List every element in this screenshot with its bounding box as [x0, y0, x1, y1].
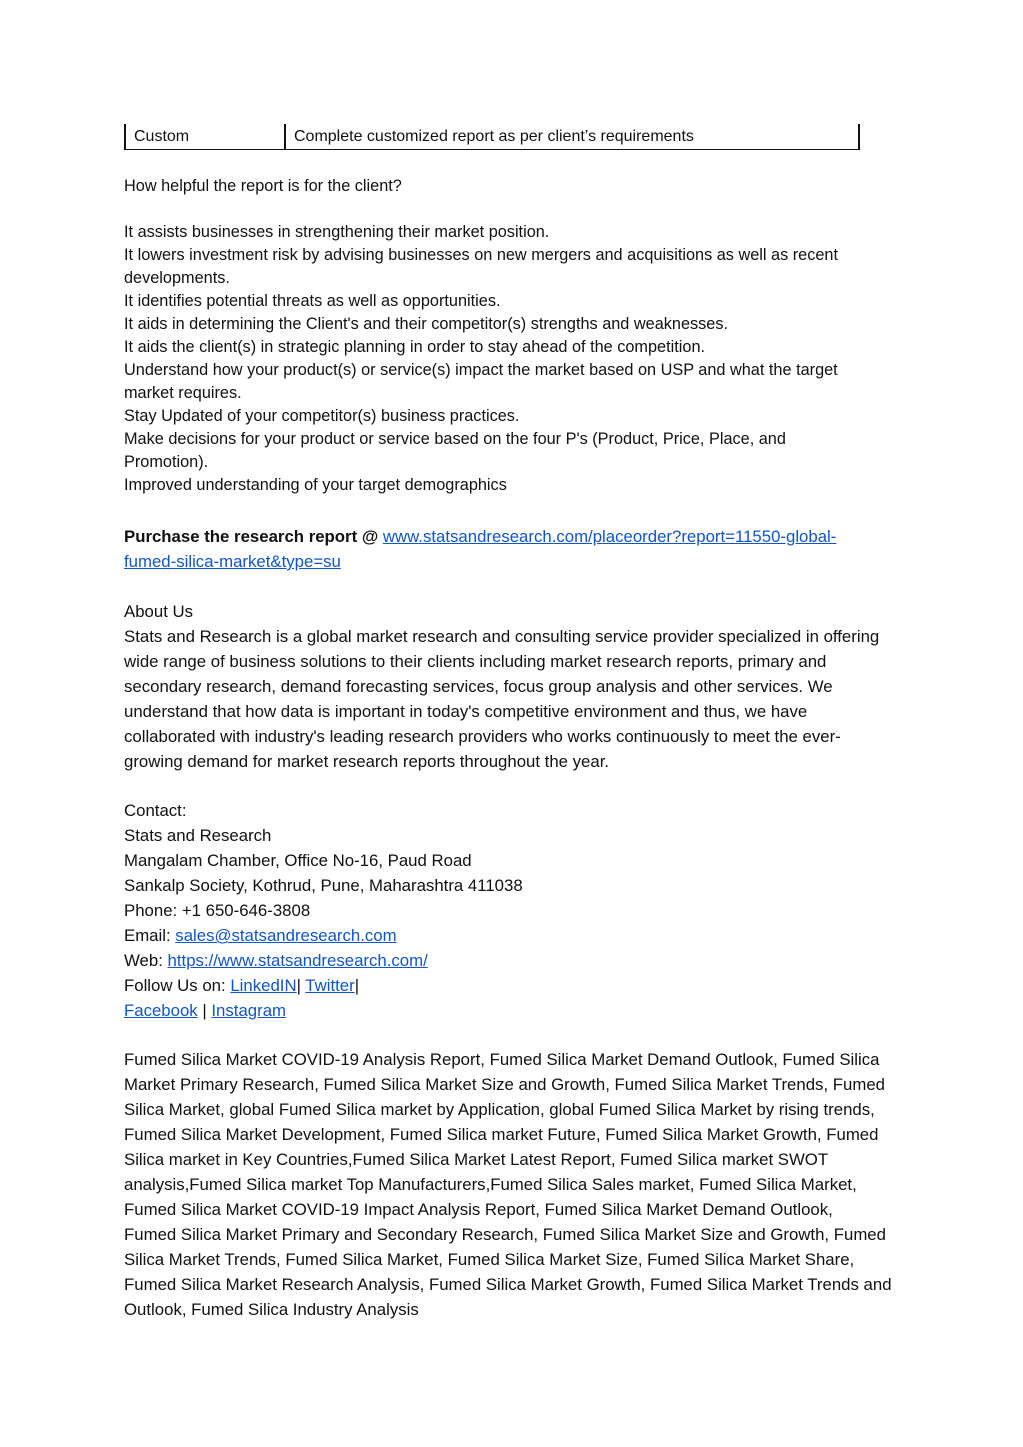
web-label: Web:: [124, 951, 168, 970]
keywords-line: Fumed Silica Market Development, Fumed Silica market Future, Fumed Silica Market Growth, Fumed: [124, 1125, 879, 1144]
twitter-link[interactable]: Twitter: [305, 976, 355, 995]
purchase-link-continued[interactable]: fumed-silica-market&type=su: [124, 552, 341, 571]
purchase-line: [124, 524, 836, 549]
about-line: growing demand for market research reports throughout the year.: [124, 752, 610, 771]
contact-heading: Contact:: [124, 801, 187, 820]
benefit-line: Improved understanding of your target demographics: [124, 476, 507, 494]
contact-company: Stats and Research: [124, 826, 272, 845]
keywords-line: Fumed Silica Market COVID-19 Impact Analysis Report, Fumed Silica Market Demand Outlook,: [124, 1200, 833, 1219]
contact-address-line-1: Mangalam Chamber, Office No-16, Paud Road: [124, 851, 472, 870]
email-link[interactable]: sales@statsandresearch.com: [175, 926, 397, 945]
email-label: Email:: [124, 926, 176, 945]
keywords-line: analysis,Fumed Silica market Top Manufacturers,Fumed Silica Sales market, Fumed Silica Market,: [124, 1175, 857, 1194]
benefit-line: It aids in determining the Client's and their competitor(s) strengths and weaknesses.: [124, 315, 729, 333]
about-line: wide range of business solutions to their clients including market research reports, primary and: [124, 652, 827, 671]
instagram-link[interactable]: Instagram: [211, 1001, 287, 1020]
separator: |: [197, 1001, 212, 1020]
keywords-line: Fumed Silica Market COVID-19 Analysis Report, Fumed Silica Market Demand Outlook, Fumed Silica: [124, 1050, 880, 1069]
benefit-line: Stay Updated of your competitor(s) business practices.: [124, 407, 520, 425]
benefit-line: It identifies potential threats as well as opportunities.: [124, 292, 501, 310]
keywords-line: Silica Market, global Fumed Silica market by Application, global Fumed Silica Market by rising trends,: [124, 1100, 875, 1119]
benefit-line: Make decisions for your product or service based on the four P's (Product, Price, Place, and: [124, 430, 786, 448]
contact-email-line: [124, 923, 397, 948]
benefit-line: It assists businesses in strengthening their market position.: [124, 223, 550, 241]
benefit-line: market requires.: [124, 384, 242, 402]
contact-phone: Phone: +1 650-646-3808: [124, 901, 311, 920]
table-cell-description: Complete customized report as per client’s requirements: [285, 124, 859, 150]
table-row: [125, 124, 859, 150]
social-line: [124, 998, 286, 1023]
keywords-line: Fumed Silica Market Primary and Secondary Research, Fumed Silica Market Size and Growth, Fumed: [124, 1225, 886, 1244]
keywords-line: Fumed Silica Market Research Analysis, Fumed Silica Market Growth, Fumed Silica Market Trends and: [124, 1275, 892, 1294]
follow-line: [124, 973, 359, 998]
separator: |: [354, 976, 360, 995]
customization-table: [124, 124, 860, 150]
follow-label: Follow Us on:: [124, 976, 231, 995]
about-line: Stats and Research is a global market research and consulting service provider specialized in offering: [124, 627, 880, 646]
keywords-line: Outlook, Fumed Silica Industry Analysis: [124, 1300, 419, 1319]
contact-address-line-2: Sankalp Society, Kothrud, Pune, Maharashtra 411038: [124, 876, 523, 895]
keywords-line: Silica market in Key Countries,Fumed Silica Market Latest Report, Fumed Silica market SWOT: [124, 1150, 829, 1169]
about-line: understand that how data is important in today's competitive environment and thus, we have: [124, 702, 808, 721]
separator: |: [296, 976, 301, 995]
keywords-line: Silica Market Trends, Fumed Silica Market, Fumed Silica Market Size, Fumed Silica Market Share,: [124, 1250, 855, 1269]
about-line: collaborated with industry's leading research providers who works continuously to meet the ever-: [124, 727, 841, 746]
about-line: secondary research, demand forecasting services, focus group analysis and other services. We: [124, 677, 833, 696]
purchase-line-2: [124, 549, 341, 574]
benefit-line: Understand how your product(s) or service(s) impact the market based on USP and what the target: [124, 361, 838, 379]
purchase-label: Purchase the research report @: [124, 527, 383, 546]
contact-web-line: [124, 948, 428, 973]
benefit-line: It lowers investment risk by advising businesses on new mergers and acquisitions as well as recent: [124, 246, 838, 264]
website-link[interactable]: https://www.statsandresearch.com/: [167, 951, 428, 970]
benefit-line: developments.: [124, 269, 230, 287]
benefit-line: Promotion).: [124, 453, 209, 471]
keywords-line: Market Primary Research, Fumed Silica Market Size and Growth, Fumed Silica Market Trends, Fumed: [124, 1075, 885, 1094]
facebook-link[interactable]: Facebook: [124, 1001, 198, 1020]
linkedin-link[interactable]: LinkedIN: [230, 976, 297, 995]
table-cell-type: Custom: [125, 124, 285, 150]
benefit-line: It aids the client(s) in strategic planning in order to stay ahead of the competition.: [124, 338, 706, 356]
question-text: How helpful the report is for the client?: [124, 177, 402, 195]
about-heading: About Us: [124, 602, 194, 621]
purchase-link[interactable]: www.statsandresearch.com/placeorder?report=11550-global-: [382, 527, 837, 546]
